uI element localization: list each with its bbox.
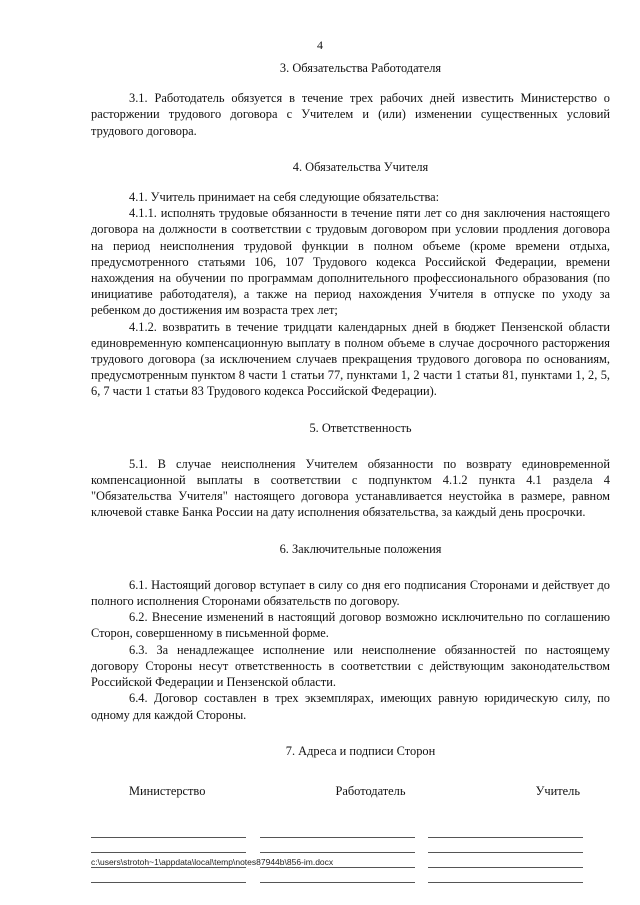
ministry-signature-block: [91, 823, 246, 883]
paragraph-4-1: 4.1. Учитель принимает на себя следующие обязательства:: [129, 190, 440, 205]
signature-line: [260, 838, 415, 853]
signature-line: [91, 868, 246, 883]
paragraph-6-4: 6.4. Договор составлен в трех экземплярах, имеющих равную юридическую силу, по одному для каждой Стороны.: [91, 691, 610, 722]
section-3-title: 3. Обязательства Работодателя: [279, 61, 442, 75]
paragraph-4-1-1: 4.1.1. исполнять трудовые обязанности в течение пяти лет со дня заключения настоящего договора на должности в соответствии с трудовым договором при условии продления договора на период неисполнения трудовой функции в полном объеме (кроме времени отдыха, предусмотренного статьями 106, 107 Трудового кодекса Российской Федерации, времени нахождения на обучении по программам дополнительного профессионального образования (по инициативе работодателя), а также на период нахождения Учителя в отпуске по уходу за ребенком до достижения им возраста трех лет;: [91, 206, 610, 318]
signature-line: [428, 853, 583, 868]
paragraph-5-1: 5.1. В случае неисполнения Учителем обязанности по возврату единовременной компенсационной выплаты в соответствии с подпунктом 4.1.2 пункта 4.1 раздела 4 "Обязательства Учителя" настоящего договора устанавливается неустойка в размере, равном ключевой ставке Банка России на дату исполнения обязательства, за каждый день просрочки.: [91, 456, 610, 520]
page-number: 4: [317, 38, 323, 52]
signature-lines: [91, 823, 583, 883]
document-body: [91, 60, 610, 883]
signature-line: [428, 838, 583, 853]
file-path-footer: c:\users\strotoh~1\appdata\local\temp\notes87944b\856-im.docx: [91, 857, 334, 867]
section-7-title: 7. Адреса и подписи Сторон: [285, 743, 436, 758]
signature-line: [91, 823, 246, 838]
section-5-title: 5. Ответственность: [309, 420, 412, 435]
teacher-signature-block: [428, 823, 583, 883]
signature-line: [428, 868, 583, 883]
paragraph-6-1: 6.1. Настоящий договор вступает в силу со дня его подписания Сторонами и действует до полного исполнения Сторонами обязательств по договору.: [91, 577, 610, 609]
signature-line: [260, 823, 415, 838]
signature-parties: [91, 783, 610, 799]
party-employer-label: Работодатель: [335, 783, 406, 798]
paragraph-6-2: 6.2. Внесение изменений в настоящий договор возможно исключительно по соглашению Сторон, совершенному в письменной форме.: [91, 610, 610, 641]
signature-line: [428, 823, 583, 838]
signature-line: [260, 868, 415, 883]
paragraph-4-1-2: 4.1.2. возвратить в течение тридцати календарных дней в бюджет Пензенской области единовременную компенсационную выплату в полном объеме в случае досрочного расторжения трудового договора (за исключением случаев прекращения трудового договора по основаниям, предусмотренным пунктом 8 части 1 статьи 77, пунктами 1, 2 части 1 статьи 81, пунктами 1, 2, 5, 6, 7 части 1 статьи 83 Трудового кодекса Российской Федерации).: [91, 319, 610, 399]
employer-signature-block: [260, 823, 415, 883]
paragraph-6-3: 6.3. За ненадлежащее исполнение или неисполнение обязанностей по настоящему договору Стороны несут ответственность в соответствии с действующим законодательством Российской Федерации и Пензенской области.: [91, 642, 610, 690]
paragraph-3-1: 3.1. Работодатель обязуется в течение трех рабочих дней известить Министерство о расторжении трудового договора с Учителем и (или) изменении существенных условий трудового договора.: [91, 91, 610, 138]
party-ministry-label: Министерство: [129, 783, 206, 798]
party-teacher-label: Учитель: [535, 783, 580, 798]
section-4-title: 4. Обязательства Учителя: [292, 159, 429, 174]
signature-line: [91, 838, 246, 853]
section-6-title: 6. Заключительные положения: [279, 541, 442, 556]
